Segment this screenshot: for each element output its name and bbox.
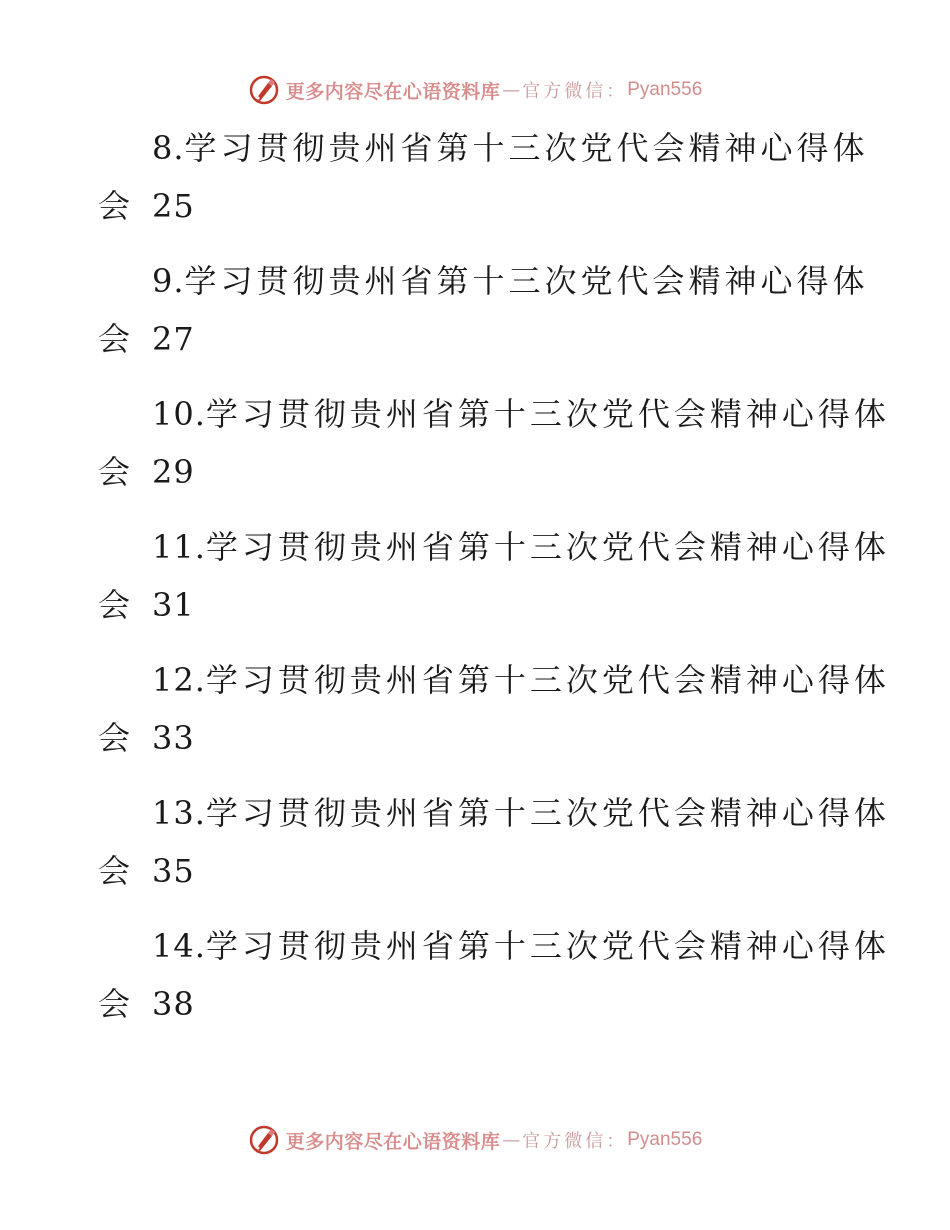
- toc-entry-title: 学习贯彻贵州省第十三次党代会精神心得体: [184, 262, 869, 300]
- toc-entry-number: 13.: [152, 794, 206, 832]
- toc-entry: [0, 789, 950, 922]
- toc-entry-page: 35: [152, 852, 195, 890]
- toc-entry-title: 学习贯彻贵州省第十三次党代会精神心得体: [205, 528, 890, 566]
- toc-entry-title-line: [152, 793, 890, 833]
- toc-entry-title: 学习贯彻贵州省第十三次党代会精神心得体: [205, 661, 890, 699]
- toc-entry-continuation-line: [98, 319, 195, 359]
- header-watermark: [0, 70, 950, 110]
- toc-entry-number: 9.: [152, 262, 185, 300]
- toc-entry-continuation-line: [98, 186, 195, 226]
- watermark-brand: 更多内容尽在心语资料库: [285, 1130, 501, 1153]
- toc-entry: [0, 523, 950, 656]
- watermark-label: 官方微信：: [522, 1131, 628, 1152]
- toc-entry-continuation-line: [98, 984, 195, 1024]
- toc-entry-title-line: [152, 394, 890, 434]
- table-of-contents: [0, 124, 950, 1055]
- toc-entry-number: 8.: [152, 129, 185, 167]
- toc-entry-page: 31: [152, 586, 195, 624]
- toc-entry-title: 学习贯彻贵州省第十三次党代会精神心得体: [184, 129, 869, 167]
- pen-logo-icon: [248, 74, 280, 106]
- toc-entry-title: 学习贯彻贵州省第十三次党代会精神心得体: [205, 395, 890, 433]
- toc-entry-number: 12.: [152, 661, 206, 699]
- toc-entry-continuation-line: [98, 585, 195, 625]
- toc-entry-title-line: [152, 128, 869, 168]
- watermark-wechat-id: Pyan556: [627, 79, 703, 100]
- toc-entry: [0, 390, 950, 523]
- toc-entry-title-line: [152, 660, 890, 700]
- toc-entry-page: 33: [152, 719, 195, 757]
- watermark-brand: 更多内容尽在心语资料库: [285, 80, 501, 103]
- watermark-dash: —: [502, 1129, 521, 1151]
- toc-entry-tail: 会: [98, 719, 135, 757]
- toc-entry-title-line: [152, 926, 890, 966]
- toc-entry-tail: 会: [98, 320, 135, 358]
- toc-entry-tail: 会: [98, 187, 135, 225]
- toc-entry-number: 11.: [152, 528, 206, 566]
- toc-entry: [0, 656, 950, 789]
- footer-watermark: [0, 1120, 950, 1160]
- toc-entry: [0, 922, 950, 1055]
- toc-entry-continuation-line: [98, 452, 195, 492]
- toc-entry: [0, 257, 950, 390]
- toc-entry-continuation-line: [98, 718, 195, 758]
- toc-entry-page: 25: [152, 187, 195, 225]
- toc-entry-title-line: [152, 261, 869, 301]
- toc-entry-page: 38: [152, 985, 195, 1023]
- toc-entry-tail: 会: [98, 985, 135, 1023]
- toc-entry-number: 10.: [152, 395, 206, 433]
- pen-logo-icon: [248, 1124, 280, 1156]
- toc-entry-tail: 会: [98, 586, 135, 624]
- toc-entry-tail: 会: [98, 453, 135, 491]
- watermark-dash: —: [502, 79, 521, 101]
- toc-entry-tail: 会: [98, 852, 135, 890]
- toc-entry-title: 学习贯彻贵州省第十三次党代会精神心得体: [205, 927, 890, 965]
- toc-entry-page: 29: [152, 453, 195, 491]
- toc-entry-page: 27: [152, 320, 195, 358]
- toc-entry-title-line: [152, 527, 890, 567]
- watermark-label: 官方微信：: [522, 81, 628, 102]
- toc-entry-title: 学习贯彻贵州省第十三次党代会精神心得体: [205, 794, 890, 832]
- toc-entry-number: 14.: [152, 927, 206, 965]
- watermark-wechat-id: Pyan556: [627, 1129, 703, 1150]
- toc-entry: [0, 124, 950, 257]
- toc-entry-continuation-line: [98, 851, 195, 891]
